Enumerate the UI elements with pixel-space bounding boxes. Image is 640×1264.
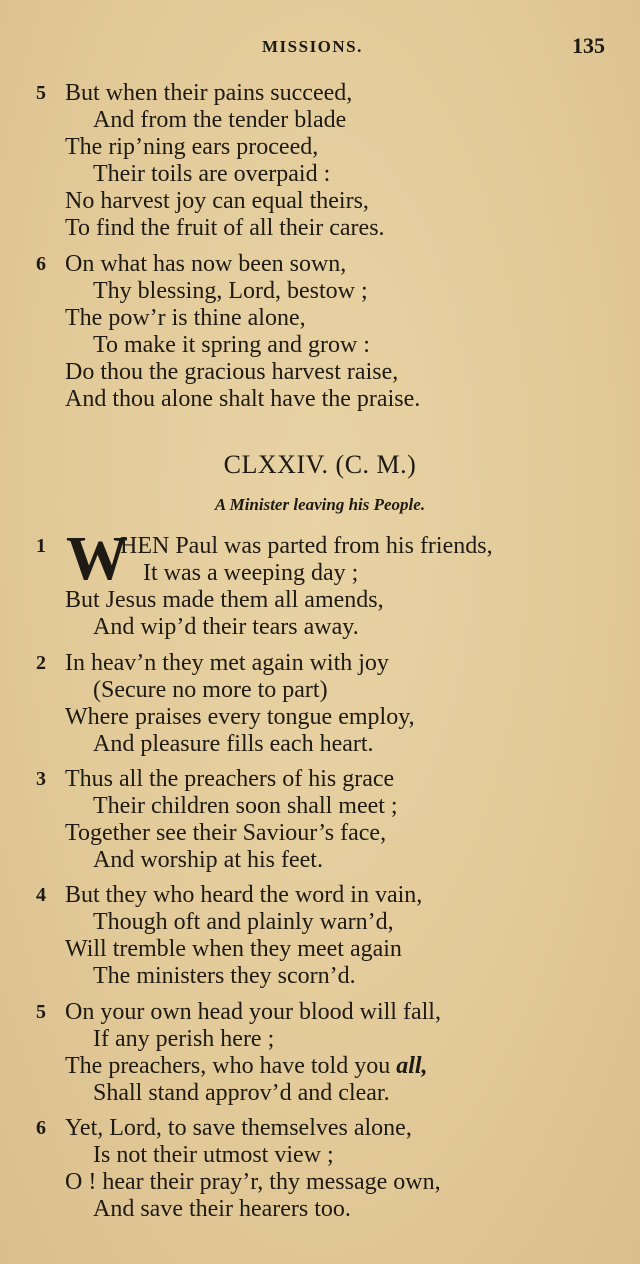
hymn-verse-6 bbox=[0, 1115, 640, 1223]
verse-line: Together see their Saviour’s face, bbox=[65, 820, 387, 846]
prev-verse-5 bbox=[0, 80, 640, 242]
verse-line: In heav’n they met again with joy bbox=[65, 650, 389, 676]
page-number: 135 bbox=[572, 33, 605, 58]
verse-line: Is not their utmost view ; bbox=[93, 1142, 334, 1168]
verse-line: The pow’r is thine alone, bbox=[65, 305, 306, 331]
verse-line: And pleasure fills each heart. bbox=[93, 731, 374, 757]
hymn-verse-3 bbox=[0, 766, 640, 874]
verse-line: The preachers, who have told you bbox=[65, 1053, 391, 1079]
section-title: MISSIONS. bbox=[262, 37, 363, 56]
verse-line: Where praises every tongue employ, bbox=[65, 704, 415, 730]
verse-line: And worship at his feet. bbox=[93, 847, 323, 873]
verse-line: To find the fruit of all their cares. bbox=[65, 215, 385, 241]
verse-line: Though oft and plainly warn’d, bbox=[93, 909, 394, 935]
verse-line: On what has now been sown, bbox=[65, 251, 347, 277]
verse-number: 2 bbox=[36, 652, 46, 674]
verse-line: If any perish here ; bbox=[93, 1026, 275, 1052]
hymn-verse-1 bbox=[0, 533, 640, 641]
verse-line: And from the tender blade bbox=[93, 107, 347, 133]
verse-line: Thy blessing, Lord, bestow ; bbox=[93, 278, 368, 304]
verse-line: But Jesus made them all amends, bbox=[65, 587, 384, 613]
verse-number: 6 bbox=[36, 253, 46, 275]
verse-line: Shall stand approv’d and clear. bbox=[93, 1080, 390, 1106]
hymn-subtitle: A Minister leaving his People. bbox=[214, 495, 426, 514]
verse-line: It was a weeping day ; bbox=[143, 560, 359, 586]
verse-number: 5 bbox=[36, 1001, 46, 1023]
hymn-title: CLXXIV. (C. M.) bbox=[223, 450, 417, 479]
verse-line: No harvest joy can equal theirs, bbox=[65, 188, 369, 214]
verse-line: And save their hearers too. bbox=[93, 1196, 351, 1222]
hymn-verse-4 bbox=[0, 882, 640, 990]
verse-number: 1 bbox=[36, 535, 46, 557]
verse-number: 5 bbox=[36, 82, 46, 104]
verse-line: Thus all the preachers of his grace bbox=[65, 766, 395, 792]
verse-line: Their children soon shall meet ; bbox=[93, 793, 398, 819]
verse-number: 6 bbox=[36, 1117, 46, 1139]
verse-number: 3 bbox=[36, 768, 46, 790]
running-head bbox=[0, 31, 640, 61]
prev-verse-6 bbox=[0, 251, 640, 413]
verse-line: The ministers they scorn’d. bbox=[93, 963, 356, 989]
verse-line: Yet, Lord, to save themselves alone, bbox=[65, 1115, 412, 1141]
verse-line: Their toils are overpaid : bbox=[93, 161, 331, 187]
verse-line: HEN Paul was parted from his friends, bbox=[120, 533, 493, 559]
hymn-verse-5 bbox=[0, 999, 640, 1107]
verse-line: (Secure no more to part) bbox=[93, 677, 328, 703]
verse-line: To make it spring and grow : bbox=[93, 332, 370, 358]
verse-line: And wip’d their tears away. bbox=[93, 614, 359, 640]
verse-number: 4 bbox=[36, 884, 46, 906]
verse-line: Do thou the gracious harvest raise, bbox=[65, 359, 399, 385]
verse-line: The rip’ning ears proceed, bbox=[65, 134, 319, 160]
emphasis-word: all, bbox=[396, 1053, 428, 1079]
verse-line: O ! hear their pray’r, thy message own, bbox=[65, 1169, 441, 1195]
verse-line: But they who heard the word in vain, bbox=[65, 882, 423, 908]
drop-cap: W bbox=[66, 525, 128, 593]
verse-line: Will tremble when they meet again bbox=[65, 936, 402, 962]
hymn-verse-2 bbox=[0, 650, 640, 758]
verse-line: And thou alone shalt have the praise. bbox=[65, 386, 421, 412]
verse-line: But when their pains succeed, bbox=[65, 80, 353, 106]
verse-line: On your own head your blood will fall, bbox=[65, 999, 441, 1025]
